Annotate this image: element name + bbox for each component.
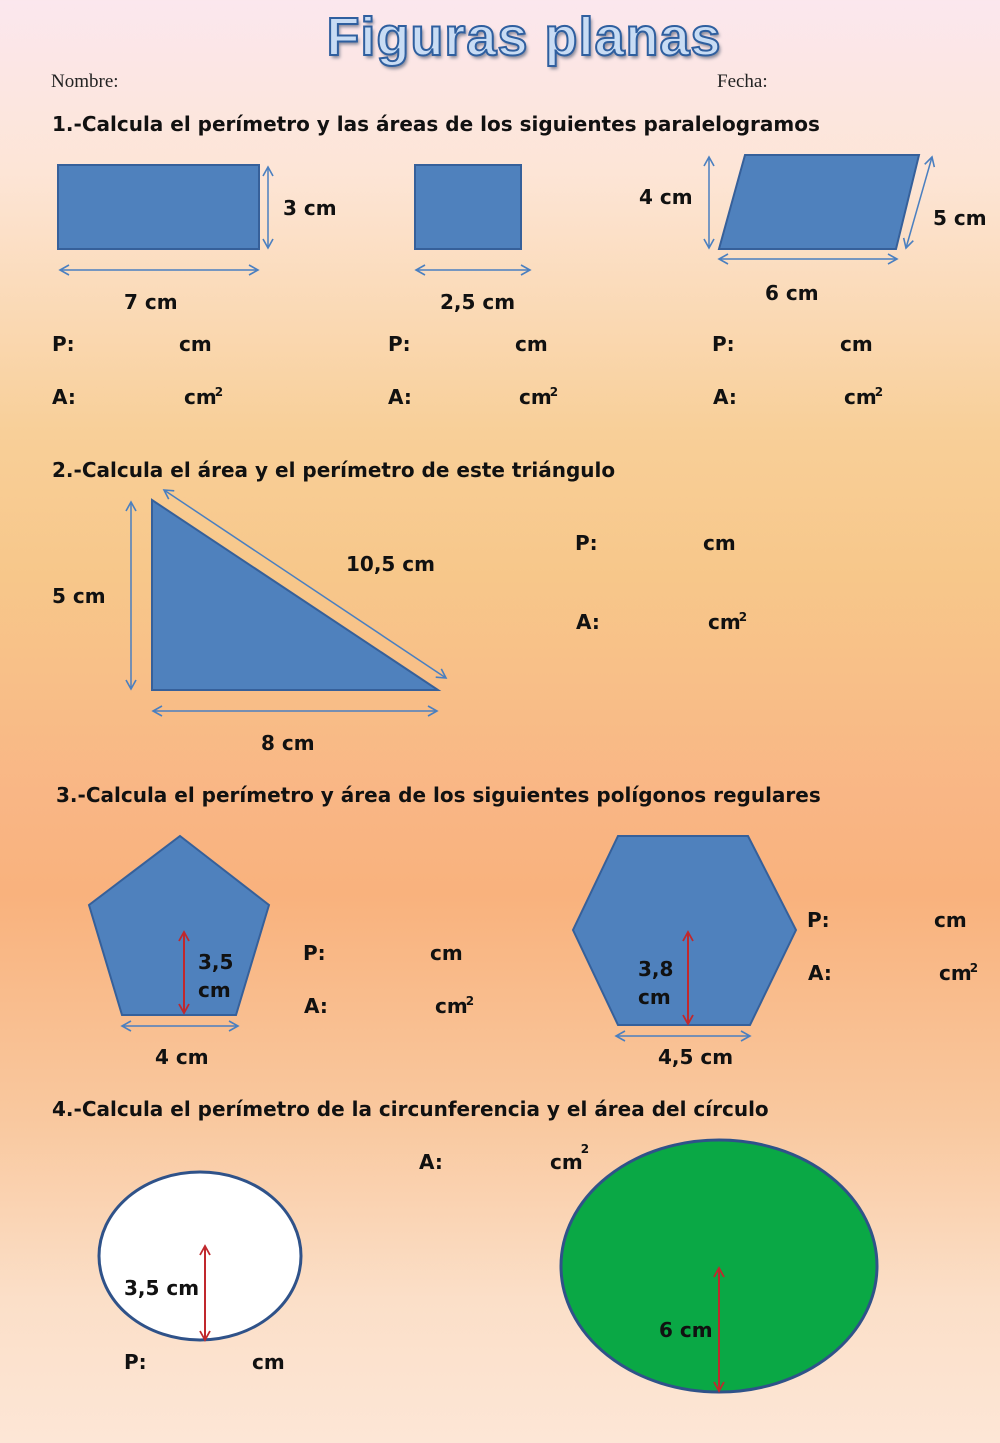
- pentagon-side-label: 4 cm: [155, 1045, 209, 1069]
- parallelogram-side-label: 5 cm: [933, 206, 987, 230]
- parallelogram-perimeter-unit: cm: [840, 332, 873, 356]
- parallelogram-area-unit: $cm^2$: [844, 385, 884, 409]
- parallelogram-area-label: A:: [713, 385, 737, 409]
- big-circle-radius-label: 6 cm: [659, 1318, 713, 1342]
- parallelogram-base-label: 6 cm: [765, 281, 819, 305]
- pentagon-apothem-unit: cm: [198, 978, 231, 1002]
- circle-area-unit: $cm^2$: [550, 1142, 590, 1174]
- hexagon-area-unit: $cm^2$: [939, 961, 979, 985]
- question-1: 1.-Calcula el perímetro y las áreas de los siguientes paralelogramos: [52, 112, 820, 136]
- hexagon-perimeter-unit: cm: [934, 908, 967, 932]
- rect-area-unit: $cm^2$: [184, 385, 224, 409]
- square-area-unit: $cm^2$: [519, 385, 559, 409]
- name-label: Nombre:: [51, 71, 119, 92]
- pentagon-area-unit: $cm^2$: [435, 994, 475, 1018]
- pentagon-shape: [89, 836, 269, 1015]
- rectangle-shape: [58, 165, 259, 249]
- hexagon-area-label: A:: [808, 961, 832, 985]
- square-area-label: A:: [388, 385, 412, 409]
- parallelogram-height-label: 4 cm: [639, 185, 693, 209]
- triangle-shape: [152, 500, 438, 690]
- hexagon-shape: [573, 836, 796, 1025]
- triangle-base-label: 8 cm: [261, 731, 315, 755]
- square-perimeter-label: P:: [388, 332, 411, 356]
- small-circle-radius-label: 3,5 cm: [124, 1276, 200, 1300]
- pentagon-perimeter-unit: cm: [430, 941, 463, 965]
- triangle-area-label: A:: [576, 610, 600, 634]
- pentagon-area-label: A:: [304, 994, 328, 1018]
- hexagon-apothem-unit: cm: [638, 985, 671, 1009]
- triangle-height-label: 5 cm: [52, 584, 106, 608]
- hexagon-side-label: 4,5 cm: [658, 1045, 734, 1069]
- rect-base-label: 7 cm: [124, 290, 178, 314]
- small-circle-shape: [99, 1172, 301, 1340]
- square-perimeter-unit: cm: [515, 332, 548, 356]
- circle-perimeter-label: P:: [124, 1350, 147, 1374]
- triangle-hypotenuse-label: 10,5 cm: [346, 552, 436, 576]
- circle-area-label: A:: [419, 1150, 443, 1174]
- square-shape: [415, 165, 521, 249]
- hexagon-perimeter-label: P:: [807, 908, 830, 932]
- page-title: Figuras planas: [326, 7, 722, 67]
- triangle-area-unit: $cm^2$: [708, 610, 748, 634]
- rect-perimeter-label: P:: [52, 332, 75, 356]
- question-2: 2.-Calcula el área y el perímetro de este triángulo: [52, 458, 616, 482]
- square-side-label: 2,5 cm: [440, 290, 516, 314]
- pentagon-perimeter-label: P:: [303, 941, 326, 965]
- rect-height-label: 3 cm: [283, 196, 337, 220]
- date-label: Fecha:: [717, 71, 768, 92]
- rect-perimeter-unit: cm: [179, 332, 212, 356]
- triangle-perimeter-label: P:: [575, 531, 598, 555]
- triangle-perimeter-unit: cm: [703, 531, 736, 555]
- hexagon-apothem-value: 3,8: [638, 957, 674, 981]
- rect-area-label: A:: [52, 385, 76, 409]
- circle-perimeter-unit: cm: [252, 1350, 285, 1374]
- parallelogram-perimeter-label: P:: [712, 332, 735, 356]
- parallelogram-shape: [719, 155, 919, 249]
- question-3: 3.-Calcula el perímetro y área de los siguientes polígonos regulares: [56, 783, 821, 807]
- pentagon-apothem-value: 3,5: [198, 950, 234, 974]
- question-4: 4.-Calcula el perímetro de la circunferencia y el área del círculo: [52, 1097, 769, 1121]
